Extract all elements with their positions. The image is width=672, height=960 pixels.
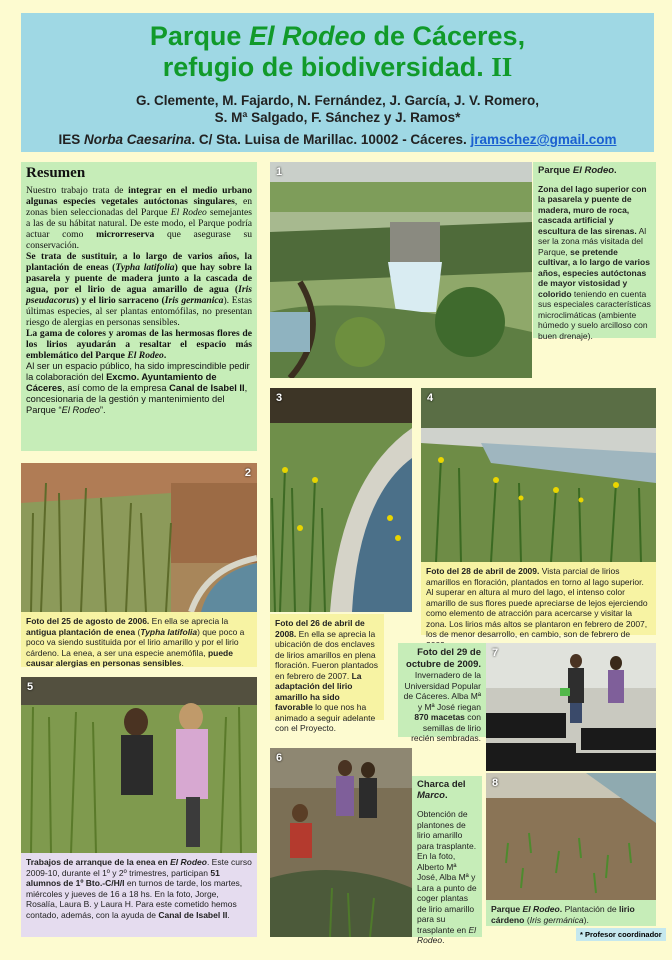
photo-7-image xyxy=(486,643,656,771)
inst-part: IES xyxy=(58,132,85,147)
resumen-paragraph: La gama de colores y aromas de las hermosas flores de los lirios ayudarán a resaltar el espacio más emblemático del Parque El Rodeo. xyxy=(26,328,252,361)
photo-students-pulling-cattails xyxy=(21,677,257,853)
photo-yellow-irises-wall xyxy=(270,388,412,612)
title-italic: El Rodeo xyxy=(248,21,366,51)
resumen-paragraph: Se trata de sustituir, a lo largo de varios años, la plantación de eneas (Typha latifolia) que hay sobre la pasarela y puente de madera junto a la cascada de agua, por el lirio de agua amarillo de agua (Iris pseudacorus) y el lirio sarraceno (Iris germanica). Estas últimas especies, al ser plantas entomófilas, no presentan riesgo de alergias en personas sensibles. xyxy=(26,251,253,328)
photo-number: 7 xyxy=(492,647,499,659)
title-roman: II xyxy=(491,52,513,82)
title-part: de Cáceres, xyxy=(365,21,526,51)
inst-italic: Norba Caesarina xyxy=(84,132,192,147)
photo-number: 3 xyxy=(276,392,283,404)
poster-header xyxy=(21,13,654,152)
authors-line: S. Mª Salgado, F. Sánchez y J. Ramos* xyxy=(214,110,461,125)
footnote: * Profesor coordinador xyxy=(576,928,666,941)
photo-1-image xyxy=(270,162,532,378)
photo-greenhouse xyxy=(486,643,656,771)
photo-4-image xyxy=(421,388,656,562)
inst-part: . C/ Sta. Luisa de Marillac. 10002 - Cáceres. xyxy=(191,132,471,147)
caption-photo-6: Charca del Marco. Obtención de plantones de lirio amarillo para trasplante. En la foto, Alberto Mª José, Alba Mª y Lara a punto de coger plantas de lirio amarillo para su trasplante en El Rodeo. xyxy=(412,776,482,937)
photo-number: 4 xyxy=(427,392,434,404)
photo-park-lake xyxy=(270,162,532,378)
photo-number: 1 xyxy=(276,166,283,178)
photo-irises-lake xyxy=(421,388,656,562)
photo-3-image xyxy=(270,388,412,612)
photo-number: 2 xyxy=(244,467,251,479)
photo-number: 6 xyxy=(276,752,283,764)
photo-8-image xyxy=(486,773,656,900)
photo-number: 8 xyxy=(492,777,499,789)
caption-photo-4: Foto del 28 de abril de 2009. Vista parcial de lirios amarillos en floración, plantados en torno al lago superior. Al superar en altura al muro del lago, el intenso color amarillo de sus flores puede apreciarse de lejos ejerciendo como elemento de atracción para acercarse y visitar la zona. Los lirios más altos se plantaron en febrero de 2007, los de menor desarrollo, en cambio, son de febrero de xyxy=(421,562,656,635)
title-line2: refugio de biodiversidad. xyxy=(162,52,492,82)
caption-photo-1: Parque El Rodeo. Zona del lago superior con la pasarela y puente de madera, muro de roca, cascada artificial y escultura de las sirenas. Al ser la zona más visitada del Parque, se pretende cultivar, a lo largo de varios años, especies autóctonas de mayor vistosidad y colorido teniendo en cuenta sus especiales características microclimáticas (ambiente húmedo y suelo arcilloso con buen drenaje). xyxy=(533,162,656,338)
resumen-heading: Resumen xyxy=(26,165,86,181)
authors xyxy=(21,92,654,126)
resumen-paragraph: Nuestro trabajo trata de integrar en el medio urbano algunas especies vegetales autóctonas singulares, en zonas bien seleccionadas del Parque El Rodeo semejantes a las de su hábitat natural. De este modo, el Parque podría actuar como microrreserva que asegurase su conservación. xyxy=(26,185,252,251)
caption-photo-5: Trabajos de arranque de la enea en El Rodeo. Este curso 2009-10, durante el 1º y 2º trimestres, participan 51 alumnos de 1º Bto.-C/H/I en turnos de tarde, los martes, miércoles y jueves de 16 a 18 hs. En la foto, Jorge, Rosalía, Laura B. y Laura H. Para este cometido hemos contado, además, con la ayuda de Canal de Isabel II. xyxy=(21,853,257,937)
caption-photo-2: Foto del 25 de agosto de 2006. En ella se aprecia la antigua plantación de enea (Typha latifolia) que poco a poco va siendo sustituida por el lirio amarillo y por el lirio cárdeno. La enea, a ser una especie anemófila, puede causar alergias en personas sensibles. xyxy=(21,612,257,667)
photo-5-image xyxy=(21,677,257,853)
institution xyxy=(21,132,654,147)
photo-number: 5 xyxy=(27,681,34,693)
authors-line: G. Clemente, M. Fajardo, N. Fernández, J. García, J. V. Romero, xyxy=(135,93,540,108)
caption-photo-8: Parque El Rodeo. Plantación de lirio cárdeno (Iris germánica). xyxy=(486,900,656,926)
resumen-paragraph: Al ser un espacio público, ha sido imprescindible pedir la colaboración del Excmo. Ayuntamiento de Cáceres, así como de la empresa Canal de Isabel II, concesionaria de la gestión y mantenimiento del Parque “El Rodeo”. xyxy=(26,361,250,415)
photo-purple-iris-plantation xyxy=(486,773,656,900)
photo-6-image xyxy=(270,748,412,937)
photo-charca-del-marco xyxy=(270,748,412,937)
photo-2-image xyxy=(21,463,257,612)
caption-photo-3: Foto del 26 de abril de 2008. En ella se aprecia la ubicación de dos enclaves de lirios amarillos en plena floración. Fueron plantados en febrero de 2007. La adaptación del lirio amarillo ha sido favorable lo que nos ha animado a seguir adelante con el Proyecto. xyxy=(270,614,384,720)
title-part: Parque xyxy=(149,21,249,51)
resumen-box xyxy=(21,162,257,451)
poster-title xyxy=(21,21,654,83)
photo-cattails xyxy=(21,463,257,612)
caption-photo-7: Foto del 29 de octubre de 2009. Invernadero de la Universidad Popular de Cáceres. Alba Mª y Mª José riegan 870 macetas con semillas de lirio recién sembradas. xyxy=(398,643,486,737)
email-link[interactable]: jramschez@gmail.com xyxy=(470,132,617,147)
